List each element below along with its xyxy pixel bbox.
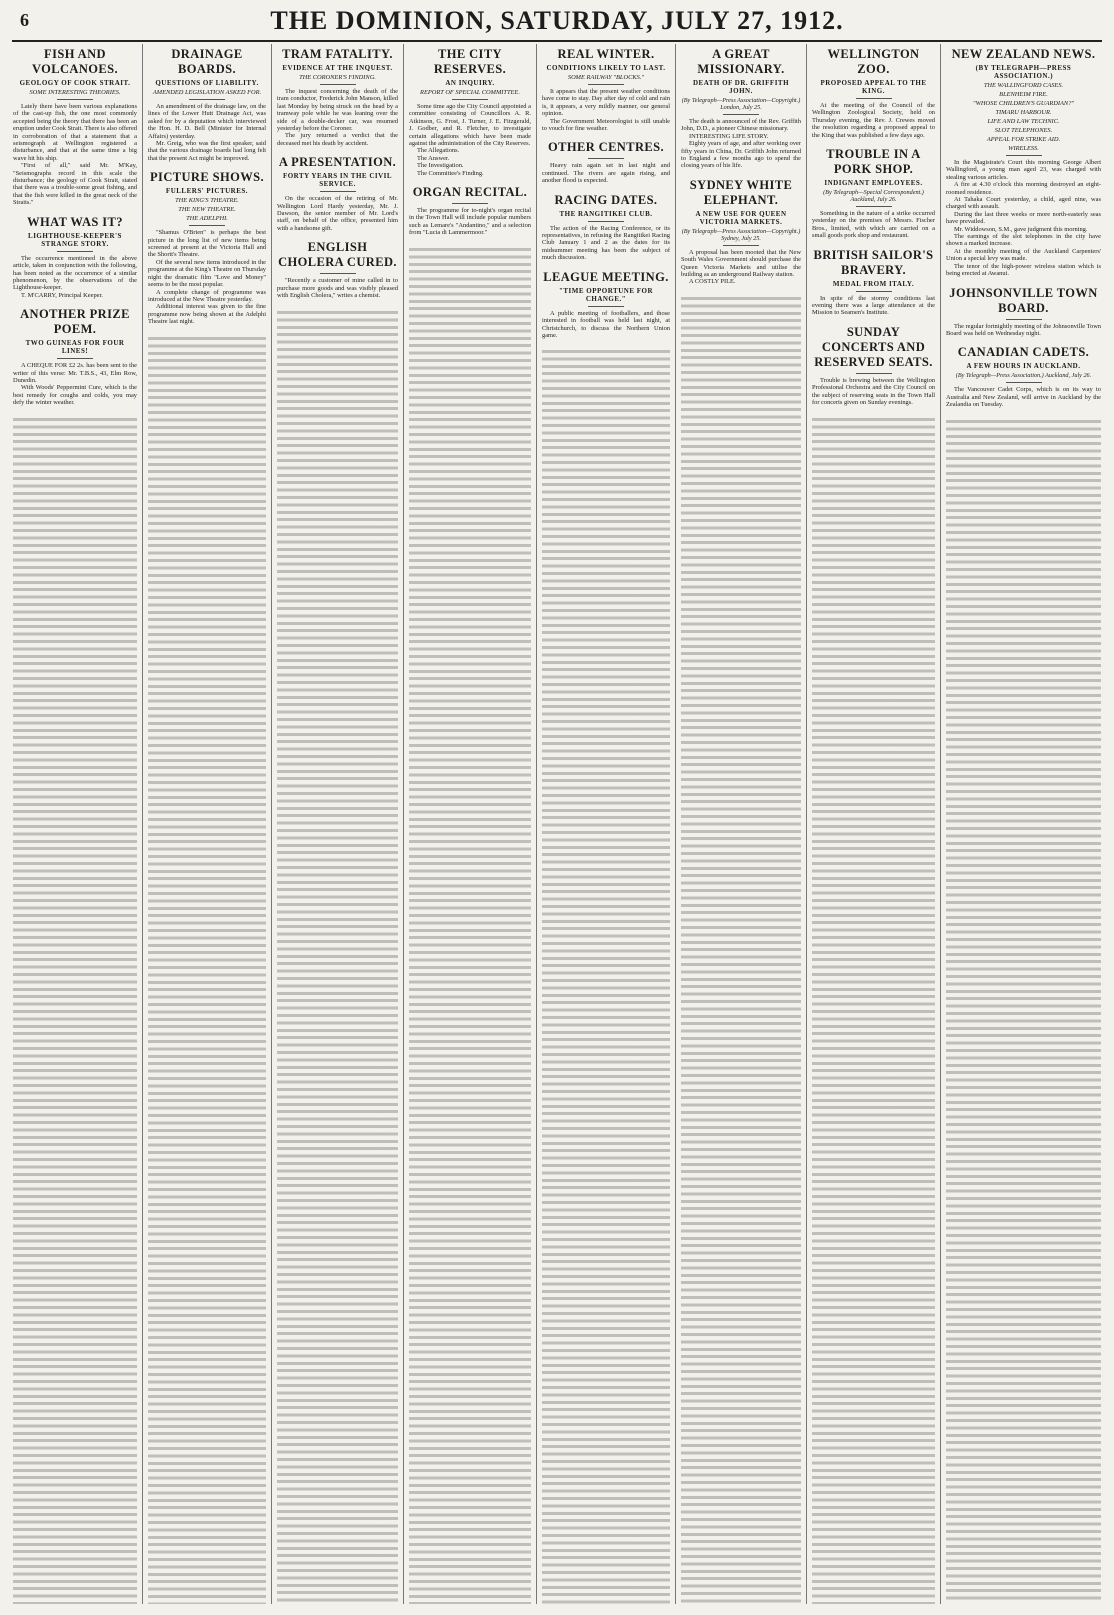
article-paragraph: Additional interest was given to the fine programme now being shown at the Adelphi Theatre last night. [148, 303, 266, 326]
article-paragraph: A CHEQUE FOR £2 2s. has been sent to the writer of this verse: Mr. T.B.S., 43, Elm Row, Dunedin. [13, 362, 137, 384]
article-paragraph: The Government Meteorologist is still unable to vouch for fine weather. [542, 117, 670, 133]
divider [1006, 155, 1042, 156]
column-continuation [946, 417, 1101, 1604]
article [148, 170, 266, 325]
article-paragraph: The programme for to-night's organ recital in the Town Hall will include popular numbers such as Lemare's "Andantino," and a selection from "Lucia di Lammermoor." [409, 207, 531, 237]
divider [320, 273, 356, 274]
article-heading: OTHER CENTRES. [547, 140, 665, 155]
article-subheading: TWO GUINEAS FOR FOUR LINES! [25, 339, 125, 356]
article [409, 185, 531, 237]
article [13, 47, 137, 207]
article-paragraph: At Tahaka Court yesterday, a child, aged nine, was charged with assault. [946, 196, 1101, 211]
article-paragraph: The regular fortnightly meeting of the Johnsonville Town Board was held on Wednesday night. [946, 322, 1101, 337]
article-byline: (By Telegraph—Press Association.) Auckland, July 26. [955, 372, 1092, 380]
article-heading: A PRESENTATION. [278, 155, 397, 170]
article-subheading: QUESTIONS OF LIABILITY. [155, 79, 259, 87]
article [277, 47, 398, 147]
article-paragraph: It appears that the present weather conditions have come to stay. Day after day of cold and rain is, it appears, a very mildly manner, our general opinion. [542, 88, 670, 118]
divider [856, 206, 892, 207]
divider [856, 98, 892, 99]
masthead-rule [12, 40, 1102, 42]
divider [57, 99, 93, 100]
divider [1006, 382, 1042, 383]
article-heading: FISH AND VOLCANOES. [31, 47, 119, 76]
article-paragraph: Heavy rain again set in last night and continued. The rivers are again rising, and another flood is expected. [542, 162, 670, 185]
article [812, 248, 935, 317]
divider [189, 225, 225, 226]
article-heading: DRAINAGE BOARDS. [171, 47, 243, 76]
column-1 [8, 44, 143, 1604]
divider [856, 373, 892, 374]
article-byline: (By Telegraph—Press Association—Copyright.) London, July 25. [681, 97, 801, 111]
divider [723, 245, 759, 246]
divider [1006, 319, 1042, 320]
article-heading: ORGAN RECITAL. [412, 185, 528, 200]
article [812, 47, 935, 139]
article-heading: JOHNSONVILLE TOWN BOARD. [949, 285, 1098, 315]
article-paragraph: Mr. Greig, who was the first speaker, said that the various drainage boards had long felt that the present Act might be improved. [148, 140, 266, 162]
divider [57, 251, 93, 252]
article-paragraph: T. M'CARRY, Principal Keeper. [21, 291, 103, 299]
column-continuation [681, 294, 801, 1604]
article [13, 215, 137, 299]
article-paragraph: The occurrence mentioned in the above article, taken in conjunction with the following, has been noted as the occurrence of a similar phenomenon, by the observations of the Lighthouse-keeper. [13, 254, 137, 292]
article-byline: (By Telegraph—Special Correspondent.) Auckland, July 26. [823, 189, 924, 204]
masthead [12, 6, 1102, 38]
article-paragraph: Some time ago the City Council appointed a committee consisting of Councillors A. R. Atkinson, G. Frost, J. Turner, J. E. Fitzgerald, J. Godber, and R. Fletcher, to investigate certain allegations which have been made against the administration of the City Reserves. [409, 103, 531, 148]
article-subheading: GEOLOGY OF COOK STRAIT. [19, 79, 131, 87]
article-paragraph: Eighty years of age, and after working over fifty years in China, Dr. Griffith John returned to England a few months ago to spend the closing years of his life. [681, 140, 801, 170]
article [812, 147, 935, 240]
article-paragraph: The Investigation. [417, 162, 464, 170]
article-paragraph: At the monthly meeting of the Auckland Carpenters' Union a special levy was made. [946, 247, 1101, 263]
article-paragraph: During the last three weeks or more north-easterly seas have prevailed. [946, 210, 1101, 226]
article-paragraph: An amendment of the drainage law, on the lines of the Lower Hutt Drainage Act, was asked for by a deputation which interviewed the Hon. H. D. Bell (Minister for Internal Affairs) yesterday. [148, 103, 266, 140]
article-subheading: LIGHTHOUSE-KEEPER'S STRANGE STORY. [28, 231, 122, 248]
article-subheading: APPEAL FOR STRIKE AID. [986, 136, 1061, 143]
article-subheading: THE WALLINGFORD CASES. [983, 82, 1064, 89]
article-paragraph: The tenor of the high-power wireless station which is being erected at Awanui. [946, 262, 1101, 278]
article-paragraph: A public meeting of footballers, and those interested in football was held last night, at Christchurch, to discuss the Northern Union game. [542, 309, 670, 339]
article-paragraph: The action of the Racing Conference, or its representatives, in refusing the Rangitikei Racing Club January 1 and 2 as the dates for its midsummer meeting has been the subject of much discussion. [542, 224, 670, 262]
column-4 [404, 44, 537, 1604]
article-subheading: A FEW HOURS IN AUCKLAND. [966, 362, 1081, 371]
article-paragraph: In the Magistrate's Court this morning George Albert Wallingford, a young man aged 23, was charged with stealing various articles. [946, 159, 1101, 181]
article-paragraph: The death is announced of the Rev. Griffith John, D.D., a pioneer Chinese missionary. [681, 118, 801, 133]
newspaper-title: THE DOMINION, SATURDAY, JULY 27, 1912. [270, 6, 844, 35]
page-number: 6 [20, 10, 29, 30]
article-subheading: "WHOSE CHILDREN'S GUARDIAN?" [972, 100, 1075, 107]
article [542, 270, 670, 340]
article [946, 286, 1101, 338]
article-paragraph: The inquest concerning the death of the tram conductor, Frederick John Manson, killed last Monday by being struck on the head by a tramway pole while he was leaning over the side of a double-decker car, was resumed yesterday before the Coroner. [277, 88, 398, 133]
article-paragraph: A fire at 4.30 o'clock this morning destroyed an eight-roomed residence. [946, 181, 1101, 196]
article-subheading: THE RANGITIKEI CLUB. [559, 209, 653, 218]
article-subheading: THE NEW THEATRE. [178, 206, 236, 214]
article-subheading: FORTY YEARS IN THE CIVIL SERVICE. [282, 172, 393, 189]
article-heading: SUNDAY CONCERTS AND RESERVED SEATS. [814, 324, 933, 369]
article-subheading: BLENHEIM FIRE. [999, 91, 1048, 98]
article-subheading: AMENDED LEGISLATION ASKED FOR. [152, 89, 262, 96]
article-heading: TROUBLE IN A PORK SHOP. [826, 147, 921, 177]
article-subheading: DEATH OF DR. GRIFFITH JOHN. [692, 79, 790, 95]
article [946, 345, 1101, 408]
column-3 [272, 44, 404, 1604]
column-continuation [277, 308, 398, 1605]
article-subheading: THE ADELPHI. [186, 215, 228, 223]
article [277, 155, 398, 232]
article-subheading: FULLERS' PICTURES. [165, 187, 249, 196]
article-paragraph: A COSTLY PILE. [689, 278, 736, 286]
article [946, 47, 1101, 278]
divider [588, 84, 624, 85]
article-heading: SYDNEY WHITE ELEPHANT. [689, 177, 793, 207]
divider [588, 158, 624, 159]
article [13, 307, 137, 406]
divider [588, 221, 624, 222]
article-heading: REAL WINTER. [557, 47, 655, 61]
article-heading: ANOTHER PRIZE POEM. [20, 307, 130, 337]
article-heading: WHAT WAS IT? [27, 214, 123, 229]
article-byline: (By Telegraph—Press Association—Copyright.) Sydney, July 25. [681, 227, 801, 242]
article-heading: ENGLISH CHOLERA CURED. [278, 240, 397, 270]
article-paragraph: Lately there have been various explanations of the cast-up fish, the one most commonly accepted being the theory that there has been an eruption under Cook Strait. There is also offered in corroboration of that a statement that a seismograph at Wellington registered a disturbance, and that at the same time a big wave hit his ship. [13, 103, 137, 162]
article-heading: PICTURE SHOWS. [150, 170, 264, 185]
column-2 [143, 44, 272, 1604]
column-7 [807, 44, 941, 1604]
article-subheading: (BY TELEGRAPH—PRESS ASSOCIATION.) [975, 64, 1072, 80]
article-paragraph: The Committee's Finding. [417, 169, 484, 177]
article-paragraph: "Recently a customer of mine called in to purchase more goods and was visibly pleased with English Cholera," writes a chemist. [277, 277, 398, 300]
article [681, 47, 801, 170]
divider [452, 99, 488, 100]
article-subheading: REPORT OF SPECIAL COMMITTEE. [420, 89, 520, 96]
article-paragraph: With Woods' Peppermint Cure, which is the best remedy for coughs and colds, you may defy the winter weather. [13, 384, 137, 407]
divider [189, 99, 225, 100]
article-paragraph: The Allegations. [417, 147, 460, 155]
article-subheading: MEDAL FROM ITALY. [832, 279, 915, 288]
column-8 [941, 44, 1106, 1604]
article [409, 47, 531, 177]
divider [588, 306, 624, 307]
article-paragraph: "First of all," said Mr. M'Kay, "Seismographs record in this scale the disturbance; the geology of Cook Strait, stated that there was a trouble-some great fishing, and that the fish were killed in the great neck of the Straits." [13, 162, 137, 207]
article-heading: CANADIAN CADETS. [957, 345, 1090, 360]
divider [320, 84, 356, 85]
article-heading: RACING DATES. [554, 192, 658, 207]
article-subheading: LIFE AND LAW TECHNIC. [987, 118, 1060, 125]
article-paragraph: On the occasion of the retiring of Mr. Wellington Lord Hardy yesterday, Mr. J. Dawson, the senior member of Mr. Lord's staff, on behalf of the office, presented him with a handsome gift. [277, 195, 398, 232]
article-heading: TRAM FATALITY. [282, 47, 393, 61]
article-heading: NEW ZEALAND NEWS. [951, 47, 1096, 61]
column-continuation [542, 347, 670, 1604]
column-continuation [812, 415, 935, 1605]
article-paragraph: The jury returned a verdict that the deceased met his death by accident. [277, 132, 398, 147]
article-heading: BRITISH SAILOR'S BRAVERY. [813, 247, 934, 277]
article-paragraph: INTERESTING LIFE STORY. [689, 132, 769, 140]
article [681, 178, 801, 286]
article-paragraph: A proposal has been mooted that the New South Wales Government should purchase the Queen Victoria Markets and utilise the building as an underground Railway station. [681, 248, 801, 279]
article-subheading: SLOT TELEPHONES. [994, 127, 1053, 134]
column-continuation [13, 415, 137, 1604]
article [812, 325, 935, 407]
divider [320, 191, 356, 192]
article-subheading: SOME INTERESTING THEORIES. [29, 89, 121, 96]
article [542, 193, 670, 262]
article-subheading: TIMARU HARBOUR. [995, 109, 1052, 116]
article-subheading: A NEW USE FOR QUEEN VICTORIA MARKETS. [695, 209, 787, 226]
article-heading: LEAGUE MEETING. [543, 269, 669, 284]
article [277, 240, 398, 299]
article-paragraph: Of the several new items introduced in the programme at the King's Theatre on Thursday night the dramatic film "Love and Money" seems to be the most popular. [148, 258, 266, 289]
article-heading: WELLINGTON ZOO. [827, 47, 920, 76]
article-paragraph: Mr. Widdowson, S.M., gave judgment this morning. [954, 225, 1088, 233]
article-subheading: "TIME OPPORTUNE FOR CHANGE." [558, 286, 654, 303]
article-paragraph: In spite of the stormy conditions last evening there was a large attendance at the Mission to Seamen's Institute. [812, 294, 935, 317]
divider [723, 114, 759, 115]
article [542, 47, 670, 132]
article-heading: THE CITY RESERVES. [433, 47, 507, 76]
article-paragraph: The earnings of the slot telephones in the city have shown a marked increase. [946, 233, 1101, 248]
article-paragraph: "Shamus O'Brien" is perhaps the best picture in the long list of new items being screened at present at the Victoria Hall and the Shortt's Theatre. [148, 229, 266, 259]
column-continuation [409, 245, 531, 1604]
article-paragraph: Something in the nature of a strike occurred yesterday on the premises of Messrs. Fischer Bros., limited, with which are carried on a small goods pork shop and restaurant. [812, 210, 935, 240]
divider [452, 203, 488, 204]
article-subheading: SOME RAILWAY "BLOCKS." [567, 74, 645, 81]
column-5 [537, 44, 676, 1604]
column-6 [676, 44, 807, 1604]
article-subheading: AN INQUIRY. [445, 79, 495, 87]
article-subheading: EVIDENCE AT THE INQUEST. [282, 64, 393, 72]
divider [856, 291, 892, 292]
divider [57, 358, 93, 359]
article-paragraph: A complete change of programme was introduced at the New Theatre yesterday. [148, 288, 266, 303]
article-paragraph: The Vancouver Cadet Corps, which is on its way to Australia and New Zealand, will arrive in Auckland by the Zealandia on Tuesday. [946, 386, 1101, 409]
article-paragraph: The Answer. [417, 154, 450, 162]
article-subheading: WIRELESS. [1008, 145, 1039, 152]
article [542, 140, 670, 184]
article-subheading: PROPOSED APPEAL TO THE KING. [820, 79, 927, 95]
article-subheading: THE CORONER'S FINDING. [299, 74, 376, 81]
article-subheading: THE KING'S THEATRE. [175, 197, 239, 205]
article [148, 47, 266, 162]
article-paragraph: At the meeting of the Council of the Wellington Zoological Society, held on Thursday evening, the Rev. J. Crewes moved the resolution regarding a proposed appeal to the King that was published a few days ago. [812, 102, 935, 139]
column-continuation [148, 334, 266, 1604]
article-subheading: INDIGNANT EMPLOYEES. [824, 179, 923, 188]
article-heading: A GREAT MISSIONARY. [697, 47, 785, 76]
article-subheading: CONDITIONS LIKELY TO LAST. [546, 64, 666, 72]
article-paragraph: Trouble is brewing between the Wellington Professional Orchestra and the City Council on the subject of reserving seats in the Town Hall for concerts given on Sunday evenings. [812, 376, 935, 407]
